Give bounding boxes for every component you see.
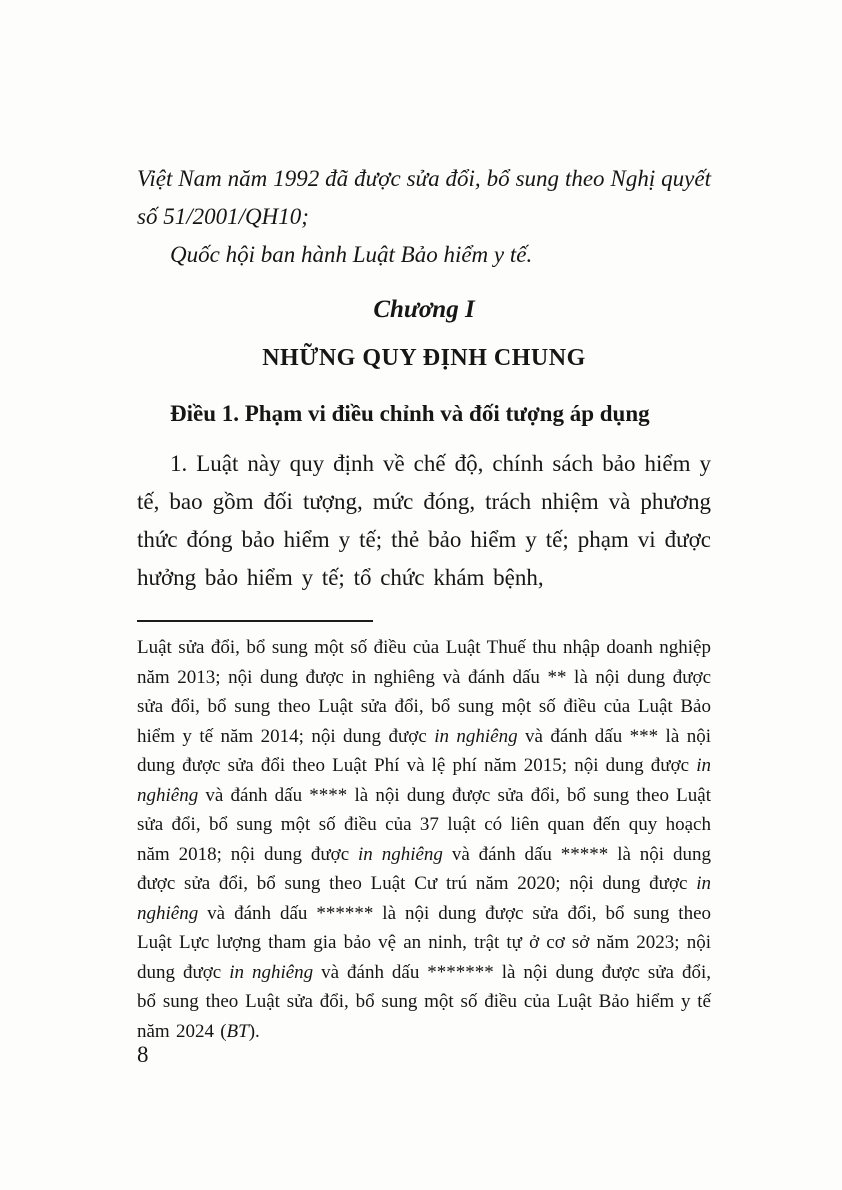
intro-paragraph-2: Quốc hội ban hành Luật Bảo hiểm y tế. [170,242,533,267]
footnote-text-run: ). [248,1020,260,1042]
footnote-text-run: và đánh dấu **** là nội dung được sửa đổi, bổ sung theo Luật sửa đổi, bổ sung một số điều của 37 luật có liên quan đến quy hoạch năm 2018; nội dung được [137,784,711,865]
chapter-label: Chương I [373,296,475,323]
footnote-italic-run: in nghiêng [358,843,443,865]
page-number: 8 [137,1042,149,1067]
chapter-title: NHỮNG QUY ĐỊNH CHUNG [262,345,586,371]
article-paragraph: 1. Luật này quy định về chế độ, chính sách bảo hiểm y tế, bao gồm đối tượng, mức đóng, trách nhiệm và phương thức đóng bảo hiểm y tế; thẻ bảo hiểm y tế; phạm vi được hưởng bảo hiểm y tế; tổ chức khám bệnh, [137,451,711,590]
footnote-italic-run: BT [226,1020,249,1042]
footnote-text-run: và đánh dấu ****** là nội dung được sửa đổi, bổ sung theo Luật Lực lượng tham gia bảo vệ an ninh, trật tự ở cơ sở năm 2023; nội dung được [137,902,711,983]
intro-paragraph-1: Việt Nam năm 1992 đã được sửa đổi, bổ sung theo Nghị quyết số 51/2001/QH10; [137,166,711,229]
footnote-block [137,633,711,1046]
footnote-italic-run: in nghiêng [137,873,711,924]
intro-continuation [137,160,711,274]
footnote-text-run: và đánh dấu ***** là nội dung được sửa đổi, bổ sung theo Luật Cư trú năm 2020; nội dung được [137,843,711,894]
footnote-italic-run: in nghiêng [434,725,518,747]
footnote-italic-run: in nghiêng [229,961,314,983]
footnote-text-run: và đánh dấu ******* là nội dung được sửa đổi, bổ sung theo Luật sửa đổi, bổ sung một số điều của Luật Bảo hiểm y tế năm 2024 ( [137,961,711,1042]
footnote-divider [137,620,373,622]
article-heading: Điều 1. Phạm vi điều chỉnh và đối tượng áp dụng [170,401,650,426]
footnote-italic-run: in nghiêng [137,755,711,806]
footnote-text-run: và đánh dấu *** là nội dung được sửa đổi theo Luật Phí và lệ phí năm 2015; nội dung được [137,725,711,776]
footnote-text-run: Luật sửa đổi, bổ sung một số điều của Luật Thuế thu nhập doanh nghiệp năm 2013; nội dung được in nghiêng và đánh dấu ** là nội dung được sửa đổi, bổ sung theo Luật sửa đổi, bổ sung một số điều của Luật Bảo hiểm y tế năm 2014; nội dung được [137,637,711,747]
